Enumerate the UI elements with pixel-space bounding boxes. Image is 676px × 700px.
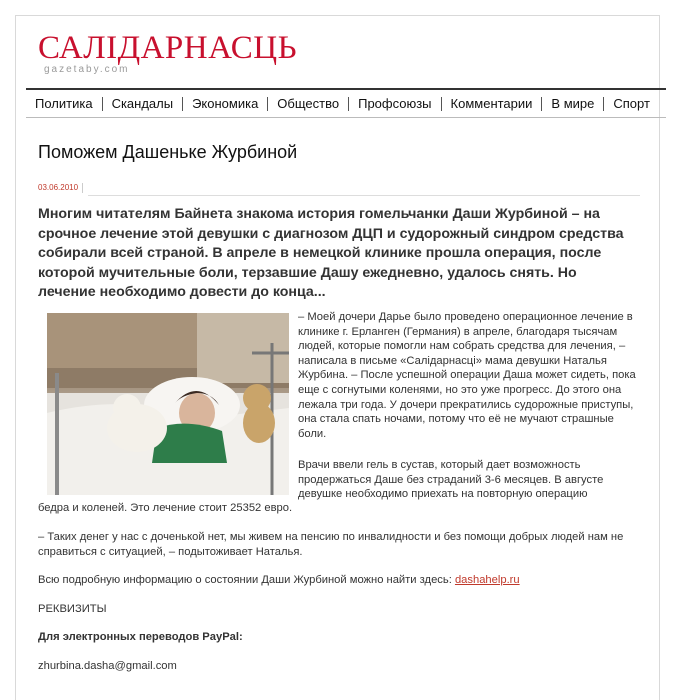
nav-item-world[interactable]: В мире	[542, 97, 604, 111]
paragraph-2: Врачи ввели гель в сустав, который дает возможность продержаться Даше без страданий 3-6 месяцев. В августе девушке необходимо приехать на повторную операцию	[298, 459, 604, 501]
requisites-heading: РЕКВИЗИТЫ	[38, 603, 107, 615]
paragraph-1: – Моей дочери Дарье было проведено операционное лечение в клинике г. Ерланген (Германия) в апреле, благодаря тысячам людей, которые помогли нам собрать средства для лечения, – написала в письме «Салідарнасці» мама девушки Наталья Журбина. – После успешной операции Даша может сидеть, пока еще с согнутыми коленями, но это уже прогресс. До этого она лежала три года. У дочери прекратились судорожные приступы, она стала спать ночами, потому что её не мучают страшные боли.	[298, 311, 636, 440]
site-logo[interactable]: САЛIДАРНАСЦЬ	[38, 30, 298, 66]
paragraph-3: – Таких денег у нас с доченькой нет, мы живем на пенсию по инвалидности и без помощи добрых людей нам не справиться с ситуацией, – подытоживает Наталья.	[38, 531, 624, 558]
nav-item-comments[interactable]: Комментарии	[442, 97, 543, 111]
paragraph-4-text: Всю подробную информацию о состоянии Даши Журбиной можно найти здесь:	[38, 574, 452, 586]
photo-illustration	[47, 313, 289, 495]
dashahelp-link[interactable]: dashahelp.ru	[454, 574, 520, 586]
date-divider	[88, 195, 640, 196]
paragraph-4	[38, 573, 638, 588]
article-date: 03.06.2010	[38, 183, 83, 193]
paypal-label: Для электронных переводов PayPal:	[38, 631, 243, 643]
main-nav	[26, 88, 666, 118]
nav-item-scandals[interactable]: Скандалы	[103, 97, 184, 111]
nav-item-society[interactable]: Общество	[268, 97, 349, 111]
site-domain: gazetaby.com	[44, 64, 130, 75]
nav-item-politics[interactable]: Политика	[26, 97, 103, 111]
paragraph-2-continued: бедра и коленей. Это лечение стоит 25352 евро.	[38, 502, 293, 514]
article-photo	[47, 313, 289, 495]
nav-item-unions[interactable]: Профсоюзы	[349, 97, 441, 111]
article-lead: Многим читателям Байнета знакома история гомельчанки Даши Журбиной – на срочное лечение этой девушки с диагнозом ДЦП и судорожный синдром средства собирали всей страной. В апреле в немецкой клинике прошла операция, после которой мучительные боли, терзавшие Дашу ежедневно, удалось снять. Но лечение необходимо довести до конца...	[38, 206, 624, 300]
nav-item-sport[interactable]: Спорт	[613, 95, 650, 111]
article-title: Поможем Дашеньке Журбиной	[38, 142, 298, 162]
paypal-email: zhurbina.dasha@gmail.com	[38, 660, 177, 672]
nav-item-economy[interactable]: Экономика	[183, 97, 268, 111]
